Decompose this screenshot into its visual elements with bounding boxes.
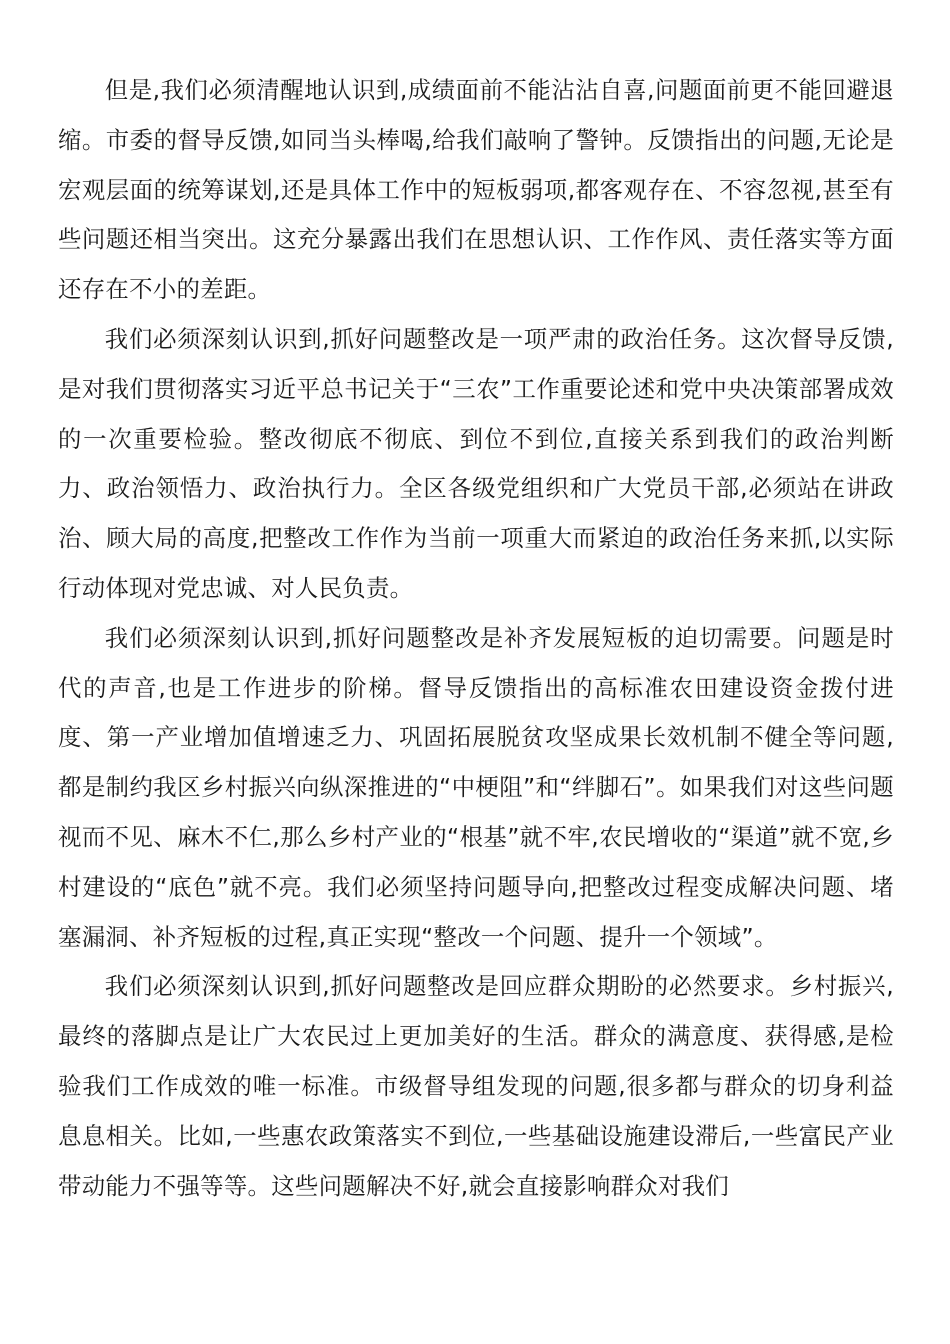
paragraph-2: 我们必须深刻认识到,抓好问题整改是一项严肃的政治任务。这次督导反馈,是对我们贯彻落实习近平总书记关于“三农”工作重要论述和党中央决策部署成效的一次重要检验。整改彻底不彻底、到位不到位,直接关系到我们的政治判断力、政治领悟力、政治执行力。全区各级党组织和广大党员干部,必须站在讲政治、顾大局的高度,把整改工作作为当前一项重大而紧迫的政治任务来抓,以实际行动体现对党忠诚、对人民负责。 <box>58 324 894 602</box>
paragraph-3: 我们必须深刻认识到,抓好问题整改是补齐发展短板的迫切需要。问题是时代的声音,也是工作进步的阶梯。督导反馈指出的高标准农田建设资金拨付进度、第一产业增加值增速乏力、巩固拓展脱贫攻坚成果长效机制不健全等问题,都是制约我区乡村振兴向纵深推进的“中梗阻”和“绊脚石”。如果我们对这些问题视而不见、麻木不仁,那么乡村产业的“根基”就不牢,农民增收的“渠道”就不宽,乡村建设的“底色”就不亮。我们必须坚持问题导向,把整改过程变成解决问题、堵塞漏洞、补齐短板的过程,真正实现“整改一个问题、提升一个领域”。 <box>58 623 894 951</box>
paragraph-1: 但是,我们必须清醒地认识到,成绩面前不能沾沾自喜,问题面前更不能回避退缩。市委的督导反馈,如同当头棒喝,给我们敲响了警钟。反馈指出的问题,无论是宏观层面的统筹谋划,还是具体工作中的短板弱项,都客观存在、不容忽视,甚至有些问题还相当突出。这充分暴露出我们在思想认识、工作作风、责任落实等方面还存在不小的差距。 <box>58 76 894 304</box>
document-body <box>58 66 894 1211</box>
paragraph-4: 我们必须深刻认识到,抓好问题整改是回应群众期盼的必然要求。乡村振兴,最终的落脚点是让广大农民过上更加美好的生活。群众的满意度、获得感,是检验我们工作成效的唯一标准。市级督导组发现的问题,很多都与群众的切身利益息息相关。比如,一些惠农政策落实不到位,一些基础设施建设滞后,一些富民产业带动能力不强等等。这些问题解决不好,就会直接影响群众对我们 <box>58 972 894 1200</box>
